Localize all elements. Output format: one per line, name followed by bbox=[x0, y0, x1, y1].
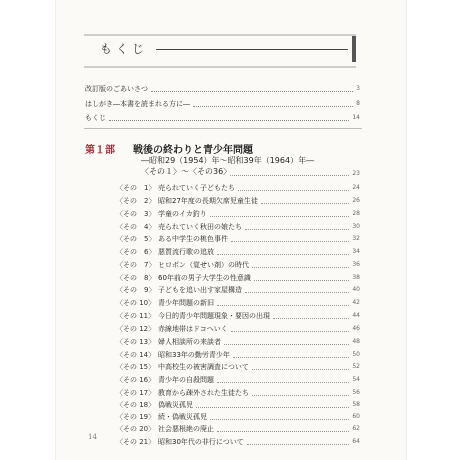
entry-number: 〈その 8〉 bbox=[116, 273, 156, 282]
leader-dots bbox=[231, 236, 349, 242]
front-matter-entry bbox=[85, 98, 360, 109]
leader-dots bbox=[233, 352, 349, 358]
toc-entry bbox=[116, 195, 360, 206]
entry-number: 〈その 21〉 bbox=[116, 437, 156, 446]
entry-title: 昭和27年度の長期欠席児童生徒 bbox=[158, 196, 258, 205]
entry-number: 〈その 12〉 bbox=[116, 324, 156, 333]
page-number: 36 bbox=[352, 261, 360, 268]
part-range: 〈その１〉～〈その36〉 bbox=[141, 167, 232, 176]
entry-label: もくじ bbox=[85, 113, 106, 122]
toc-entry bbox=[116, 182, 360, 193]
entry-title: 中高校生の被害調査について bbox=[158, 362, 249, 371]
page-number: 8 bbox=[356, 100, 360, 107]
leader-dots bbox=[252, 262, 349, 268]
page-number: 3 bbox=[356, 85, 360, 92]
entry-title: 昭和30年代の非行について bbox=[158, 437, 244, 446]
section-divider bbox=[84, 128, 362, 129]
leader-dots bbox=[273, 313, 349, 319]
page-number: 58 bbox=[352, 401, 360, 408]
entry-title: 青少年の自殺問題 bbox=[158, 375, 214, 384]
leader-dots bbox=[217, 300, 349, 306]
entry-title: 婦人相談所の来談者 bbox=[158, 337, 221, 346]
entry-number: 〈その 13〉 bbox=[116, 337, 156, 346]
leader-dots bbox=[217, 426, 349, 432]
toc-entry bbox=[116, 284, 360, 295]
leader-dots bbox=[247, 439, 350, 445]
leader-dots bbox=[210, 211, 350, 217]
part-subtitle: ―昭和29（1954）年～昭和39年（1964）年― bbox=[141, 156, 315, 165]
entry-number: 〈その 7〉 bbox=[116, 260, 156, 269]
entry-title: 売られていく子どもたち bbox=[158, 183, 235, 192]
entry-title: ヒロポン（覚せい剤）の時代 bbox=[158, 260, 249, 269]
page-number: 60 bbox=[352, 413, 360, 420]
entry-number: 〈その 6〉 bbox=[116, 247, 156, 256]
page-number: 44 bbox=[352, 312, 360, 319]
page-number: 64 bbox=[352, 438, 360, 445]
page-number: 62 bbox=[352, 425, 360, 432]
toc-entry bbox=[116, 411, 360, 422]
leader-dots bbox=[196, 402, 349, 408]
entry-number: 〈その 14〉 bbox=[116, 350, 156, 359]
entry-number: 〈その 20〉 bbox=[116, 424, 156, 433]
toc-entry bbox=[116, 361, 360, 372]
entry-number: 〈その 16〉 bbox=[116, 375, 156, 384]
part-label: 第１部 bbox=[85, 145, 115, 156]
entry-number: 〈その 11〉 bbox=[116, 311, 156, 320]
toc-entry bbox=[116, 272, 360, 283]
entry-title: 悪質流行歌の追放 bbox=[158, 247, 214, 256]
page-number: 14 bbox=[352, 114, 360, 121]
page-number: 24 bbox=[352, 184, 360, 191]
entry-title: 偽戦災孤児 bbox=[158, 400, 193, 409]
leader-dots bbox=[252, 364, 349, 370]
page-number: 52 bbox=[352, 363, 360, 370]
page-number: 28 bbox=[352, 210, 360, 217]
page-number: 30 bbox=[352, 223, 360, 230]
entry-title: 売られていく秋田の娘たち bbox=[158, 222, 242, 231]
leader-dots bbox=[210, 414, 349, 420]
part-page-row bbox=[230, 169, 360, 178]
heading-rule bbox=[156, 49, 348, 50]
page-number: 26 bbox=[352, 197, 360, 204]
entry-number: 〈その 1〉 bbox=[116, 183, 156, 192]
entry-title: 青少年問題の新旧 bbox=[158, 298, 214, 307]
toc-entry bbox=[116, 336, 360, 347]
front-matter-entry bbox=[85, 112, 360, 123]
page-number: 23 bbox=[352, 170, 360, 177]
toc-entry bbox=[116, 323, 360, 334]
entry-label: はしがき―本書を読まれる方に― bbox=[85, 99, 190, 108]
entry-number: 〈その 4〉 bbox=[116, 222, 156, 231]
entry-number: 〈その 15〉 bbox=[116, 362, 156, 371]
leader-dots bbox=[109, 115, 349, 121]
page-number: 50 bbox=[352, 351, 360, 358]
page-number: 32 bbox=[352, 235, 360, 242]
toc-entry bbox=[116, 259, 360, 270]
toc-entry bbox=[116, 349, 360, 360]
page-folio: 14 bbox=[88, 433, 97, 441]
leader-dots bbox=[217, 377, 349, 383]
leader-dots bbox=[193, 101, 353, 107]
leader-dots bbox=[151, 86, 353, 92]
page-number: 38 bbox=[352, 274, 360, 281]
entry-title: 社会悪根絶の廃止 bbox=[158, 424, 214, 433]
entry-title: 今日的青少年問題現象・要因の出現 bbox=[158, 311, 270, 320]
leader-dots bbox=[245, 224, 349, 230]
entry-title: 昭和33年の勤労青少年 bbox=[158, 350, 230, 359]
front-matter-entry bbox=[85, 83, 360, 94]
toc-entry bbox=[116, 310, 360, 321]
entry-number: 〈その 2〉 bbox=[116, 196, 156, 205]
leader-dots bbox=[254, 275, 349, 281]
leader-dots bbox=[252, 390, 349, 396]
leader-dots bbox=[261, 198, 349, 204]
toc-entry bbox=[116, 387, 360, 398]
entry-number: 〈その 5〉 bbox=[116, 234, 156, 243]
toc-entry bbox=[116, 208, 360, 219]
leader-dots bbox=[230, 171, 349, 176]
page-number: 34 bbox=[352, 248, 360, 255]
leader-dots bbox=[245, 287, 349, 293]
entry-number: 〈その 17〉 bbox=[116, 388, 156, 397]
entry-number: 〈その 9〉 bbox=[116, 285, 156, 294]
toc-entry bbox=[116, 297, 360, 308]
toc-entry bbox=[116, 246, 360, 257]
entry-number: 〈その 3〉 bbox=[116, 209, 156, 218]
toc-heading: もくじ bbox=[100, 42, 149, 56]
page-number: 48 bbox=[352, 338, 360, 345]
page-number: 40 bbox=[352, 286, 360, 293]
entry-number: 〈その 10〉 bbox=[116, 298, 156, 307]
toc-entry bbox=[116, 399, 360, 410]
toc-entry bbox=[116, 436, 360, 447]
entry-label: 改訂版のごあいさつ bbox=[85, 84, 148, 93]
entry-title: 赤線地帯はドコへいく bbox=[158, 324, 228, 333]
heading-end-block bbox=[352, 36, 356, 62]
page-number: 42 bbox=[352, 299, 360, 306]
entry-number: 〈その 19〉 bbox=[116, 412, 156, 421]
entry-title: 60年前の男子大学生の性意識 bbox=[158, 273, 251, 282]
toc-entry bbox=[116, 374, 360, 385]
toc-entry bbox=[116, 233, 360, 244]
page-number: 46 bbox=[352, 325, 360, 332]
leader-dots bbox=[231, 326, 350, 332]
page-number: 54 bbox=[352, 376, 360, 383]
entry-title: 続・偽戦災孤児 bbox=[158, 412, 207, 421]
entry-number: 〈その 18〉 bbox=[116, 400, 156, 409]
entry-title: ある中学生の桃色事件 bbox=[158, 234, 228, 243]
page-number: 56 bbox=[352, 389, 360, 396]
leader-dots bbox=[224, 339, 349, 345]
toc-entry bbox=[116, 423, 360, 434]
leader-dots bbox=[238, 185, 349, 191]
entry-title: 子どもを追い出す家屋構造 bbox=[158, 285, 242, 294]
leader-dots bbox=[217, 249, 349, 255]
entry-title: 教育から疎外された生徒たち bbox=[158, 388, 249, 397]
entry-title: 学童のイカ釣り bbox=[158, 209, 207, 218]
toc-entry bbox=[116, 221, 360, 232]
part-title: 戦後の終わりと青少年問題 bbox=[133, 145, 253, 156]
